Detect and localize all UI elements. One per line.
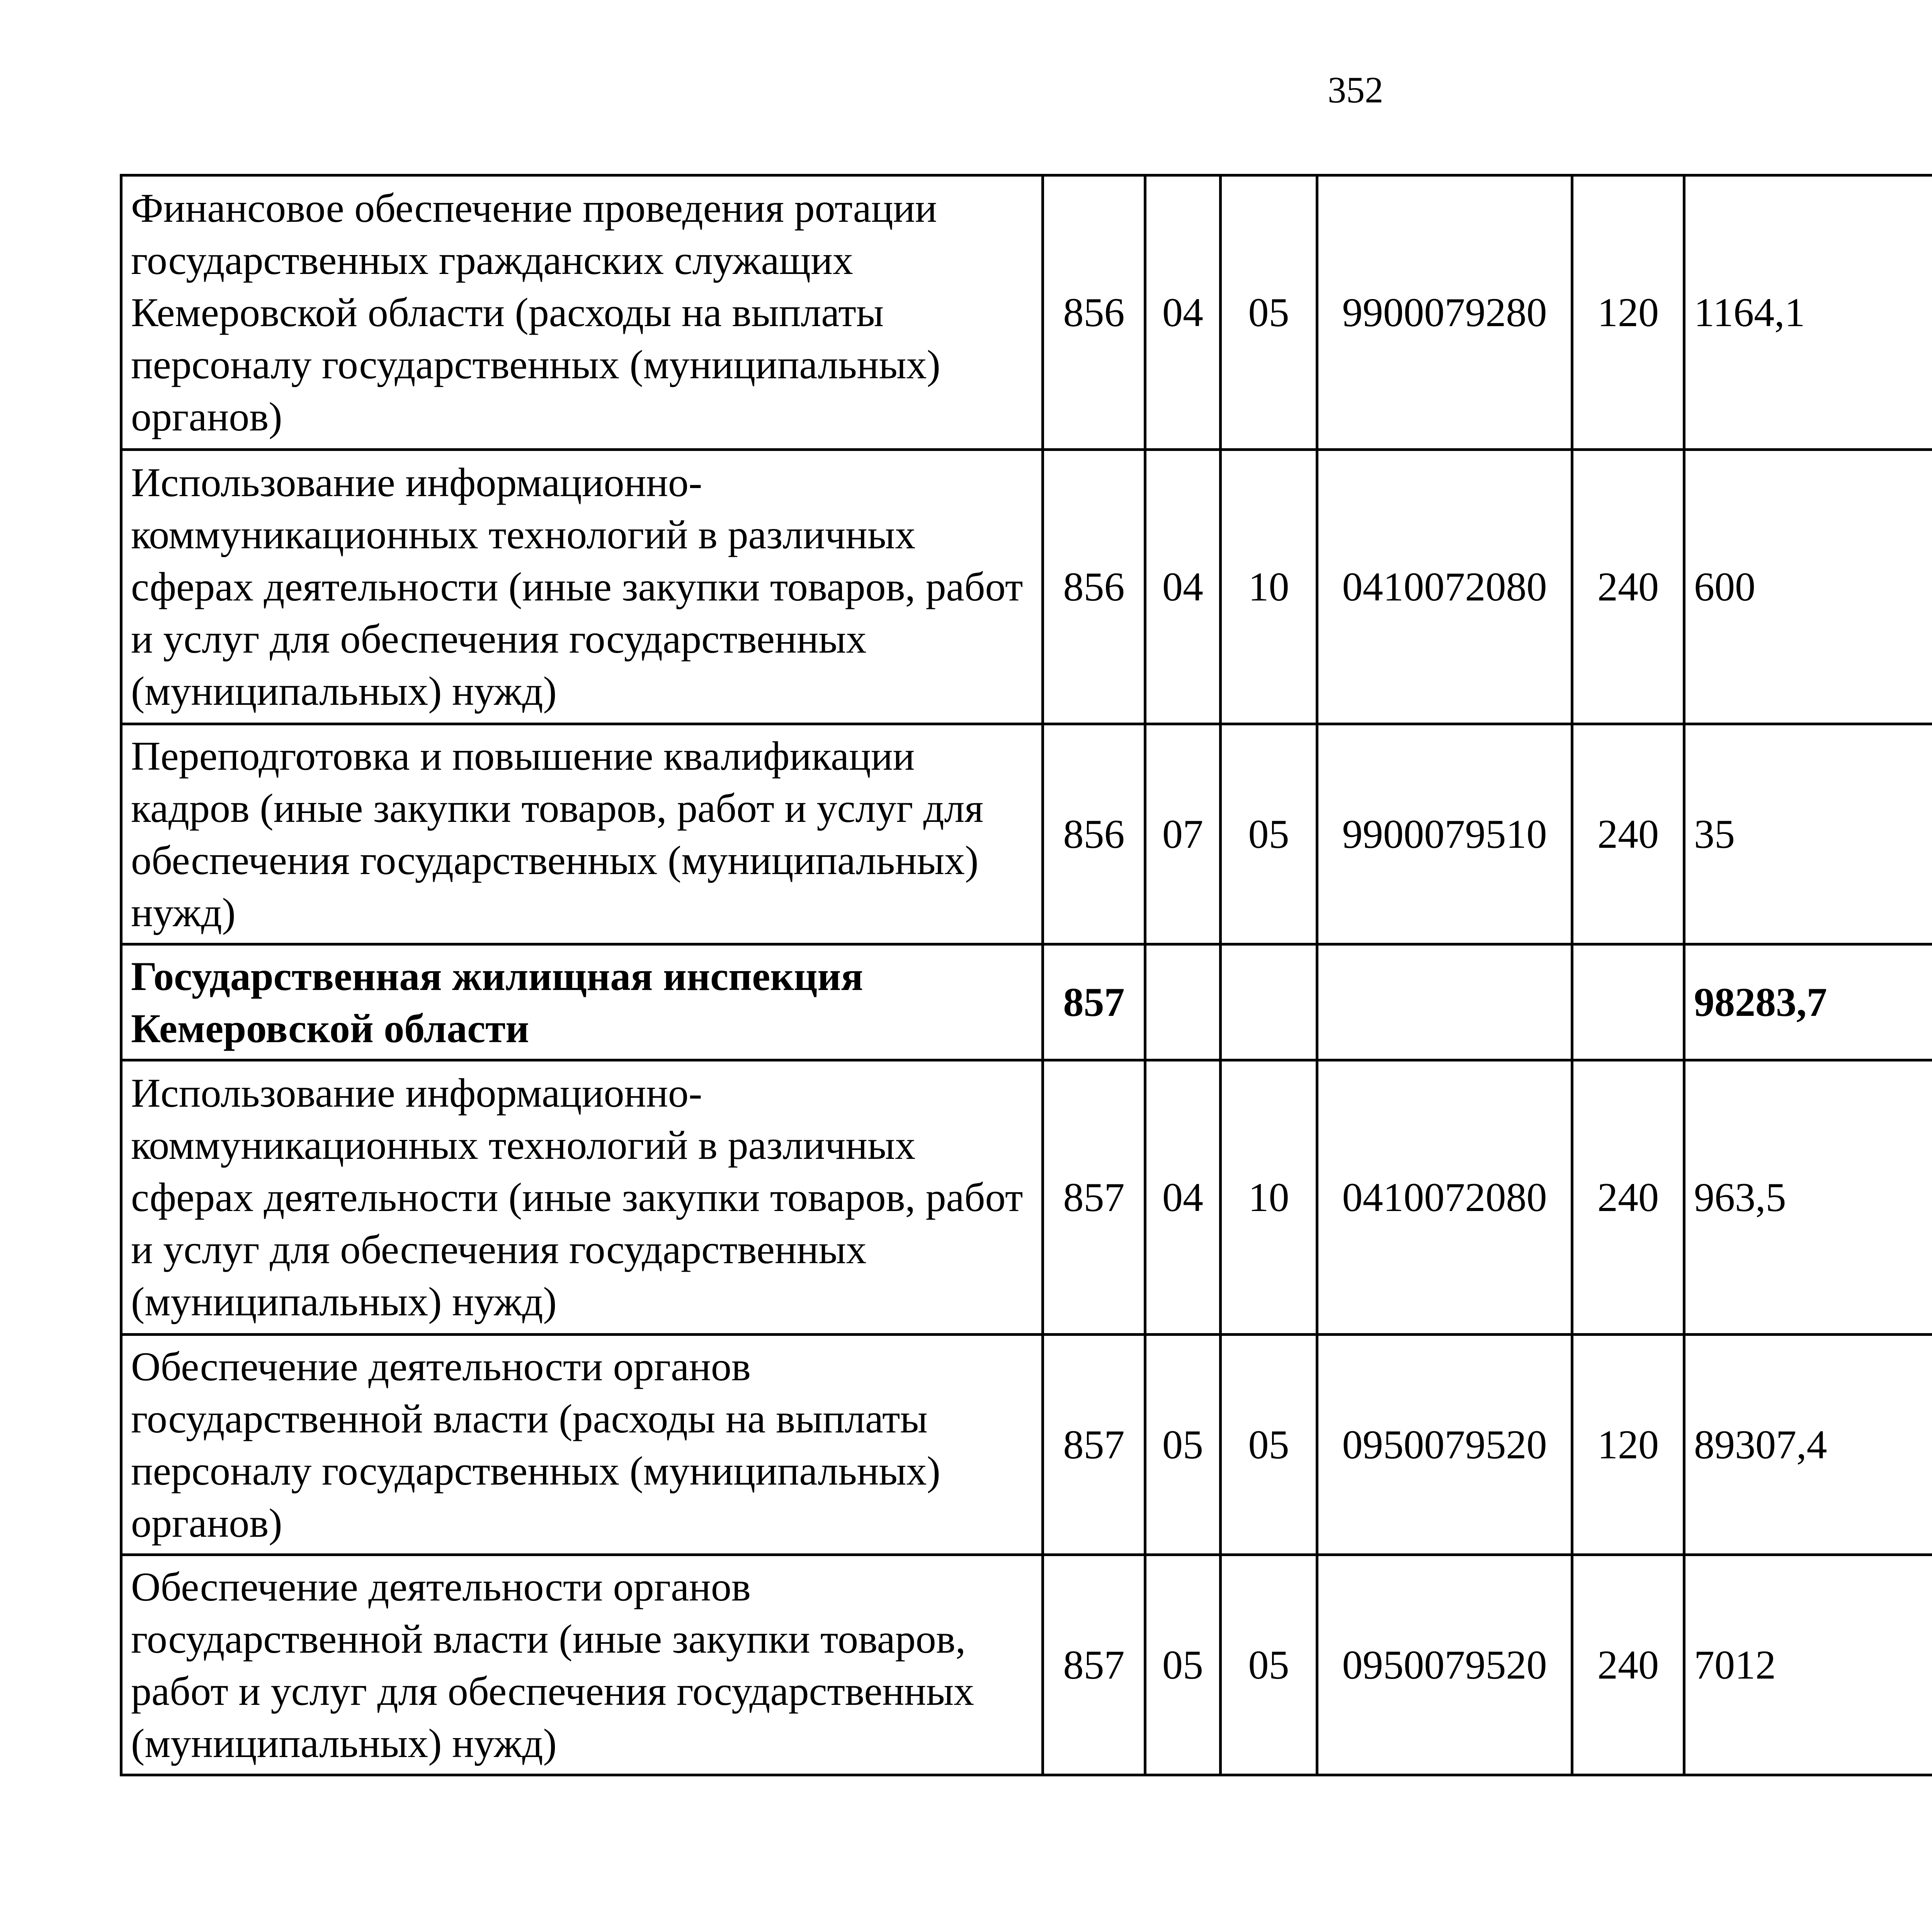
- expense-type-cell: 240: [1572, 724, 1684, 944]
- table-row: [121, 1060, 1932, 1335]
- row-name-cell: Переподготовка и повышение квалификации кадров (иные закупки товаров, работ и услуг для обеспечения государственных (муниципальных) нужд): [121, 724, 1043, 944]
- expense-type-cell: 240: [1572, 1060, 1684, 1335]
- table-row: [121, 724, 1932, 944]
- grbs-code-cell: 856: [1043, 450, 1145, 724]
- subsection-code-cell: [1221, 944, 1317, 1060]
- target-article-cell: 0950079520: [1317, 1335, 1572, 1555]
- grbs-code-cell: 856: [1043, 175, 1145, 450]
- row-name-cell: Использование информационно-коммуникационных технологий в различных сферах деятельности (иные закупки товаров, работ и услуг для обеспечения государственных (муниципальных) нужд): [121, 1060, 1043, 1335]
- amount-year1-cell: 98283,7: [1684, 944, 1932, 1060]
- row-name-cell: Обеспечение деятельности органов государственной власти (расходы на выплаты персоналу государственных (муниципальных) органов): [121, 1335, 1043, 1555]
- row-name-cell: Финансовое обеспечение проведения ротации государственных гражданских служащих Кемеровской области (расходы на выплаты персоналу государственных (муниципальных) органов): [121, 175, 1043, 450]
- table-row: [121, 1335, 1932, 1555]
- target-article-cell: 0410072080: [1317, 450, 1572, 724]
- expense-type-cell: 240: [1572, 450, 1684, 724]
- amount-year1-cell: 7012: [1684, 1555, 1932, 1775]
- table-row: [121, 450, 1932, 724]
- target-article-cell: 0950079520: [1317, 1555, 1572, 1775]
- table-row: [121, 175, 1932, 450]
- section-code-cell: 04: [1145, 175, 1221, 450]
- section-code-cell: 04: [1145, 450, 1221, 724]
- table-body: [121, 175, 1932, 1775]
- target-article-cell: 9900079280: [1317, 175, 1572, 450]
- page-number: 352: [1328, 69, 1383, 111]
- section-code-cell: [1145, 944, 1221, 1060]
- grbs-code-cell: 857: [1043, 1335, 1145, 1555]
- expense-type-cell: 120: [1572, 1335, 1684, 1555]
- amount-year1-cell: 600: [1684, 450, 1932, 724]
- grbs-code-cell: 857: [1043, 944, 1145, 1060]
- target-article-cell: [1317, 944, 1572, 1060]
- subsection-code-cell: 10: [1221, 1060, 1317, 1335]
- amount-year1-cell: 1164,1: [1684, 175, 1932, 450]
- row-name-cell: Обеспечение деятельности органов государственной власти (иные закупки товаров, работ и услуг для обеспечения государственных (муниципальных) нужд): [121, 1555, 1043, 1775]
- subsection-code-cell: 05: [1221, 1335, 1317, 1555]
- expense-type-cell: [1572, 944, 1684, 1060]
- section-code-cell: 04: [1145, 1060, 1221, 1335]
- target-article-cell: 0410072080: [1317, 1060, 1572, 1335]
- row-name-cell: Государственная жилищная инспекция Кемеровской области: [121, 944, 1043, 1060]
- grbs-code-cell: 857: [1043, 1555, 1145, 1775]
- amount-year1-cell: 963,5: [1684, 1060, 1932, 1335]
- subsection-code-cell: 10: [1221, 450, 1317, 724]
- expense-type-cell: 240: [1572, 1555, 1684, 1775]
- amount-year1-cell: 89307,4: [1684, 1335, 1932, 1555]
- amount-year1-cell: 35: [1684, 724, 1932, 944]
- table-row: [121, 1555, 1932, 1775]
- target-article-cell: 9900079510: [1317, 724, 1572, 944]
- grbs-code-cell: 857: [1043, 1060, 1145, 1335]
- subsection-code-cell: 05: [1221, 724, 1317, 944]
- row-name-cell: Использование информационно-коммуникационных технологий в различных сферах деятельности (иные закупки товаров, работ и услуг для обеспечения государственных (муниципальных) нужд): [121, 450, 1043, 724]
- subsection-code-cell: 05: [1221, 1555, 1317, 1775]
- section-code-cell: 07: [1145, 724, 1221, 944]
- section-code-cell: 05: [1145, 1335, 1221, 1555]
- table-row: [121, 944, 1932, 1060]
- section-code-cell: 05: [1145, 1555, 1221, 1775]
- budget-table: [120, 174, 1932, 1776]
- expense-type-cell: 120: [1572, 175, 1684, 450]
- grbs-code-cell: 856: [1043, 724, 1145, 944]
- subsection-code-cell: 05: [1221, 175, 1317, 450]
